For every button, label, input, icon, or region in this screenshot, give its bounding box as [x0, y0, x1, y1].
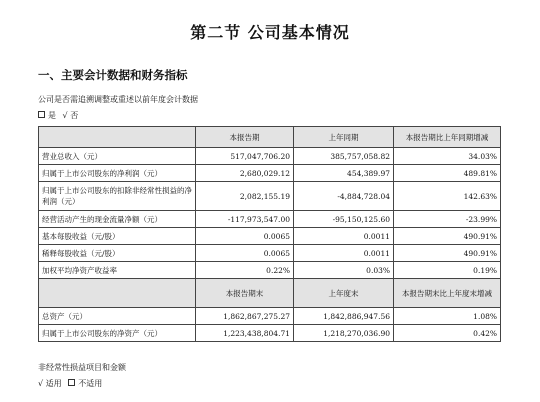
- header-cell: [39, 127, 196, 148]
- check-mark-icon: √: [62, 111, 68, 120]
- current-value: 1,862,867,275.27: [196, 308, 294, 325]
- row-label: 总资产（元）: [39, 308, 196, 325]
- header-cell: 本报告期: [196, 127, 294, 148]
- table-row: [39, 262, 501, 279]
- current-value: 2,082,155.19: [196, 182, 294, 211]
- check-mark-icon: √: [38, 379, 44, 388]
- change-value: 0.42%: [394, 325, 501, 342]
- table-row: [39, 308, 501, 325]
- row-label: 加权平均净资产收益率: [39, 262, 196, 279]
- row-label: 归属于上市公司股东的净资产（元）: [39, 325, 196, 342]
- prior-value: 0.0011: [294, 245, 394, 262]
- not-applicable-label: 不适用: [78, 379, 103, 388]
- section-heading: 一、主要会计数据和财务指标: [38, 68, 188, 82]
- row-label: 营业总收入（元）: [39, 148, 196, 165]
- prior-value: 385,757,058.82: [294, 148, 394, 165]
- table-header-row: [39, 279, 501, 308]
- change-value: 490.91%: [394, 228, 501, 245]
- header-cell: 本报告期比上年同期增减: [394, 127, 501, 148]
- checkbox-not-applicable: [68, 379, 75, 386]
- change-value: 490.91%: [394, 245, 501, 262]
- row-label: 稀释每股收益（元/股）: [39, 245, 196, 262]
- applicable-label: 适用: [45, 379, 62, 388]
- change-value: 489.81%: [394, 165, 501, 182]
- page-title: 第二节 公司基本情况: [190, 23, 350, 42]
- prior-value: 454,389.97: [294, 165, 394, 182]
- table-row: [39, 211, 501, 228]
- option-yes-label: 是: [48, 111, 56, 120]
- table-row: [39, 245, 501, 262]
- table-row: [39, 148, 501, 165]
- table-row: [39, 325, 501, 342]
- financial-data-table: [38, 126, 501, 342]
- change-value: -23.99%: [394, 211, 501, 228]
- current-value: 2,680,029.12: [196, 165, 294, 182]
- checkbox-yes: [38, 111, 45, 118]
- row-label: 基本每股收益（元/股）: [39, 228, 196, 245]
- nonrecurring-heading: 非经常性损益项目和金额: [38, 363, 126, 372]
- option-no-label: 否: [70, 111, 79, 120]
- prior-value: -95,150,125.60: [294, 211, 394, 228]
- prior-value: 1,842,886,947.56: [294, 308, 394, 325]
- header-cell: 本报告期末: [196, 279, 294, 308]
- table-row: [39, 165, 501, 182]
- current-value: 517,047,706.20: [196, 148, 294, 165]
- change-value: 1.08%: [394, 308, 501, 325]
- header-cell: 上年度末: [294, 279, 394, 308]
- current-value: 1,223,438,804.71: [196, 325, 294, 342]
- prior-value: 0.03%: [294, 262, 394, 279]
- header-cell: 上年同期: [294, 127, 394, 148]
- prior-value: 0.0011: [294, 228, 394, 245]
- table-row: [39, 182, 501, 211]
- row-label: 经营活动产生的现金流量净额（元）: [39, 211, 196, 228]
- current-value: 0.0065: [196, 228, 294, 245]
- header-cell: [39, 279, 196, 308]
- change-value: 0.19%: [394, 262, 501, 279]
- current-value: -117,973,547.00: [196, 211, 294, 228]
- applicable-line: [38, 378, 102, 389]
- change-value: 34.03%: [394, 148, 501, 165]
- restatement-answer: [38, 110, 78, 121]
- prior-value: 1,218,270,036.90: [294, 325, 394, 342]
- current-value: 0.0065: [196, 245, 294, 262]
- table-header-row: [39, 127, 501, 148]
- row-label: 归属于上市公司股东的扣除非经常性损益的净利润（元）: [39, 182, 196, 211]
- row-label: 归属于上市公司股东的净利润（元）: [39, 165, 196, 182]
- restatement-question: 公司是否需追溯调整或重述以前年度会计数据: [38, 95, 198, 104]
- table-row: [39, 228, 501, 245]
- prior-value: -4,884,728.04: [294, 182, 394, 211]
- current-value: 0.22%: [196, 262, 294, 279]
- header-cell: 本报告期末比上年度末增减: [394, 279, 501, 308]
- change-value: 142.63%: [394, 182, 501, 211]
